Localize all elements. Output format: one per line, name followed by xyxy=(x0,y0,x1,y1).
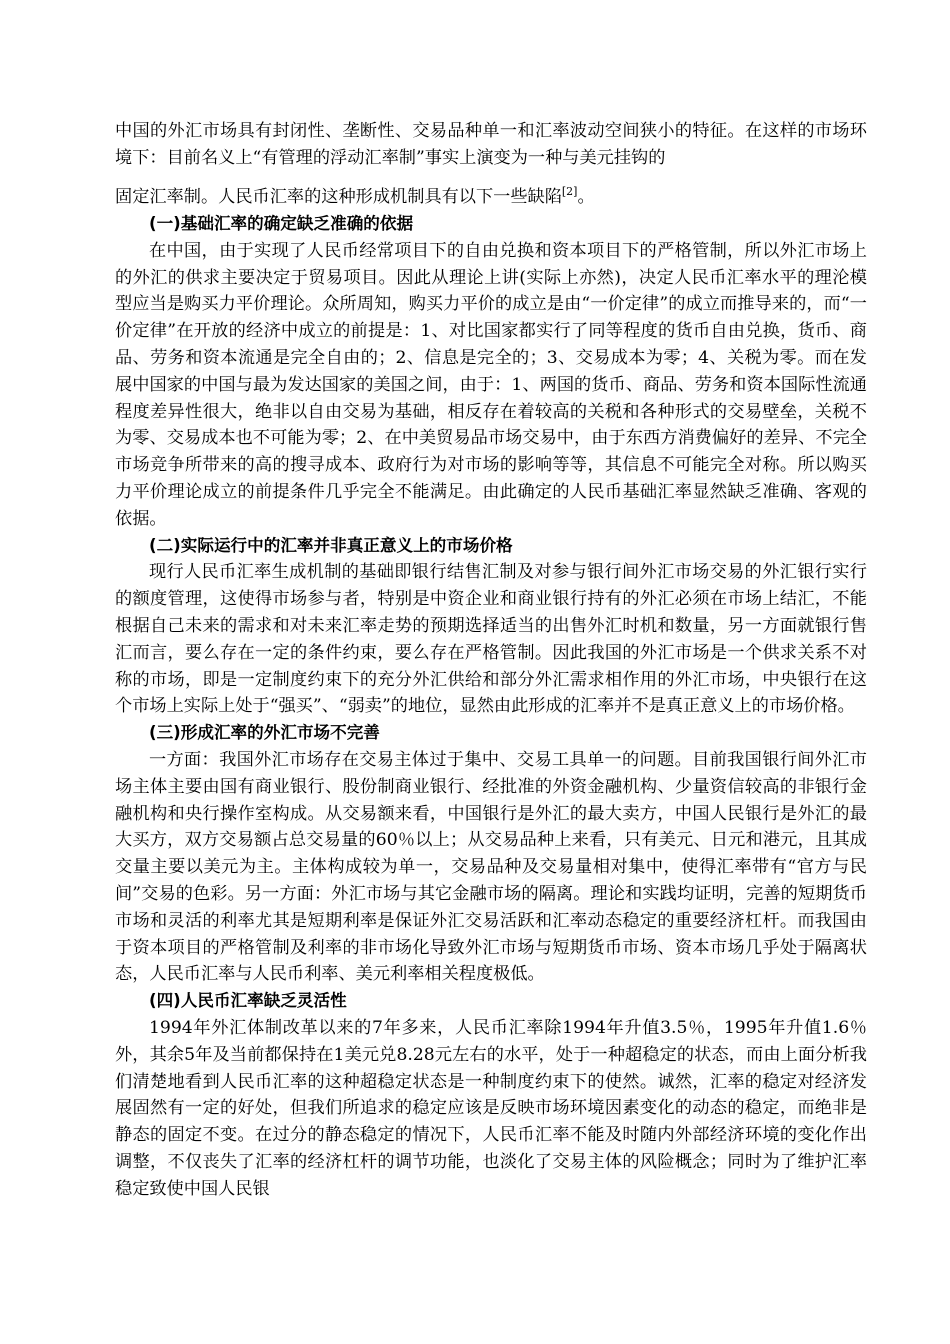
intro-end-punctuation: 。 xyxy=(577,187,595,207)
citation-marker: [2] xyxy=(561,185,578,198)
section-heading-2: (二)实际运行中的汇率并非真正意义上的市场价格 xyxy=(149,535,513,555)
section-paragraph-4: 1994年外汇体制改革以来的7年多来，人民币汇率除1994年升值3.5％，1995年升值1.6％外，其余5年及当前都保持在1美元兑8.28元左右的水平，处于一种超稳定的状态，而由上面分析我们清楚地看到人民币汇率的这种超稳定状态是一种制度约束下的使然。诚然，汇率的稳定对经济发展固然有一定的好处，但我们所追求的稳定应该是反映市场环境因素变化的动态的稳定，而绝非是静态的固定不变。在过分的静态稳定的情况下，人民币汇率不能及时随内外部经济环境的变化作出调整，不仅丧失了汇率的经济杠杆的调节功能，也淡化了交易主体的风险概念；同时为了维护汇率稳定致使中国人民银 xyxy=(115,1017,867,1199)
section-paragraph-2: 现行人民币汇率生成机制的基础即银行结售汇制及对参与银行间外汇市场交易的外汇银行实行的额度管理，这使得市场参与者，特别是中资企业和商业银行持有的外汇必须在市场上结汇，不能根据自己未来的需求和对未来汇率走势的预期选择适当的出售外汇时机和数量，另一方面就银行售汇而言，要么存在一定的条件约束，要么存在严格管制。因此我国的外汇市场是一个供求关系不对称的市场，即是一定制度约束下的充分外汇供给和部分外汇需求相作用的外汇市场，中央银行在这个市场上实际上处于“强买”、“弱卖”的地位，显然由此形成的汇率并不是真正意义上的市场价格。 xyxy=(115,562,867,717)
section-heading-4: (四)人民币汇率缺乏灵活性 xyxy=(149,991,347,1011)
intro-paragraph xyxy=(115,118,867,211)
section-heading-3: (三)形成汇率的外汇市场不完善 xyxy=(149,723,380,743)
document-page xyxy=(115,118,867,1202)
intro-text: 中国的外汇市场具有封闭性、垄断性、交易品种单一和汇率波动空间狭小的特征。在这样的市场环境下：目前名义上“有管理的浮动汇率制”事实上演变为一种与美元挂钩的 xyxy=(115,121,867,168)
intro-last-line xyxy=(115,184,595,211)
section-paragraph-1: 在中国，由于实现了人民币经常项目下的自由兑换和资本项目下的严格管制，所以外汇市场上的外汇的供求主要决定于贸易项目。因此从理论上讲(实际上亦然)，决定人民币汇率水平的理沦模型应当是购买力平价理论。众所周知，购买力平价的成立是由“一价定律”的成立而推导来的，而“一价定律”在开放的经济中成立的前提是：1、对比国家都实行了同等程度的货币自由兑换，货币、商品、劳务和资本流通是完全自由的；2、信息是完全的；3、交易成本为零；4、关税为零。而在发展中国家的中国与最为发达国家的美国之间，由于：1、两国的货币、商品、劳务和资本国际性流通程度差异性很大，绝非以自由交易为基础，相反存在着较高的关税和各种形式的交易壁垒，关税不为零、交易成本也不可能为零；2、在中美贸易品市场交易中，由于东西方消费偏好的差异、不完全市场竞争所带来的高的搜寻成本、政府行为对市场的影响等等，其信息不可能完全对称。所以购买力平价理论成立的前提条件几乎完全不能满足。由此确定的人民币基础汇率显然缺乏准确、客观的依据。 xyxy=(115,240,867,529)
section-heading-1: (一)基础汇率的确定缺乏准确的依据 xyxy=(149,214,414,233)
section-paragraph-3: 一方面：我国外汇市场存在交易主体过于集中、交易工具单一的问题。目前我国银行间外汇市场主体主要由国有商业银行、股份制商业银行、经批准的外资金融机构、少量资信较高的非银行金融机构和央行操作室构成。从交易额来看，中国银行是外汇的最大卖方，中国人民银行是外汇的最大买方，双方交易额占总交易量的60％以上；从交易品种上来看，只有美元、日元和港元，且其成交量主要以美元为主。主体构成较为单一，交易品种及交易量相对集中，使得汇率带有“官方与民间”交易的色彩。另一方面：外汇市场与其它金融市场的隔离。理论和实践均证明，完善的短期货币市场和灵活的利率尤其是短期利率是保证外汇交易活跃和汇率动态稳定的重要经济杠杆。而我国由于资本项目的严格管制及利率的非市场化导致外汇市场与短期货币市场、资本市场几乎处于隔离状态，人民币汇率与人民币利率、美元利率相关程度极低。 xyxy=(115,749,867,985)
intro-last-line-text: 固定汇率制。人民币汇率的这种形成机制具有以下一些缺陷 xyxy=(115,187,562,207)
